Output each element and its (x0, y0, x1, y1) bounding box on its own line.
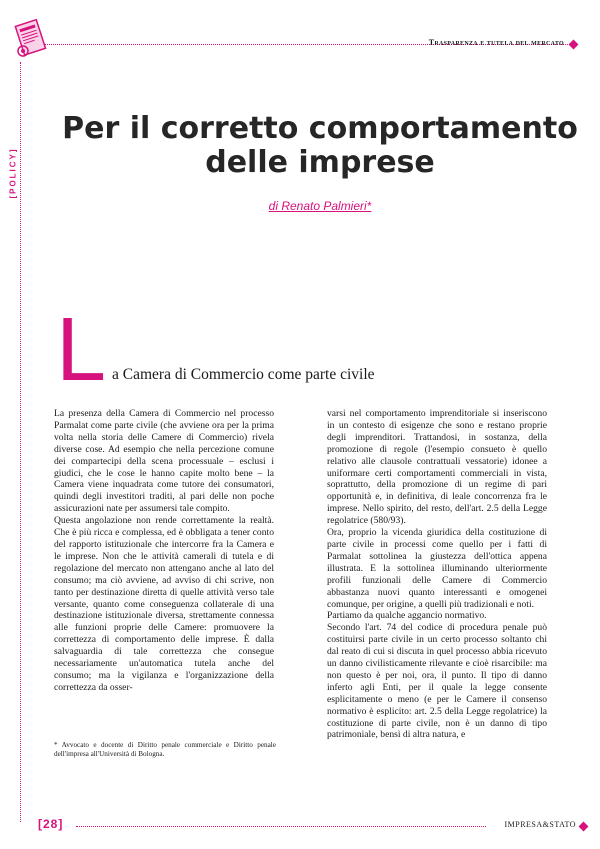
paragraph: Questa angolazione non rende correttamente la realtà. Che è più ricca e complessa, ed è obbligata a tener conto del rapporto istituzionale che intercorre fra la Camera e le imprese. Non che le attività camerali di tutela e di regolazione del mercato non attengano anche al lato del consumo; ma ciò avviene, ad avviso di chi scrive, non tanto per destinazione diretta di quelle attività verso tale versante, quanto come conseguenza collaterale di una destinazione istituzionale diversa, strettamente connessa alle funzioni proprie delle Camere: promuovere la correttezza di comportamento delle imprese. È dalla salvaguardia di tale correttezza che consegue necessariamente un'automatica tutela anche del consumo; ma la vigilanza e l'organizzazione della correttezza da osser- (54, 515, 274, 693)
article-title (40, 112, 600, 180)
paragraph: Secondo l'art. 74 del codice di procedura penale può costituirsi parte civile in un certo processo soltanto chi dal reato di cui si discuta in quel processo abbia ricevuto un danno civilisticamente rilevante e cioè risarcibile: ma non questo è per noi, ora, il punto. Il tipo di danno inferto agli Enti, per il quale la legge consente esplicitamente o meno (e per le Camere il consenso normativo è esplicito: art. 2.5 della Legge regolatrice) la costituzione di parte civile, non è un danno di tipo patrimoniale, bensì di altra natura, e (327, 622, 547, 741)
section-label: Trasparenza e tutela del mercato (428, 38, 564, 47)
footer-diamond-icon (579, 822, 589, 832)
side-rule (20, 62, 21, 822)
magazine-logo-icon (14, 18, 50, 60)
section-subtitle: a Camera di Commercio come parte civile (112, 366, 375, 383)
footer-rule (76, 826, 486, 827)
body-column-2 (327, 408, 547, 741)
drop-cap: L (56, 300, 107, 400)
header-diamond-icon (569, 40, 579, 50)
paragraph: La presenza della Camera di Commercio nel processo Parmalat come parte civile (che avviene ora per la prima volta nella storia delle Camere di Commercio) rivela diverse cose. Ad esempio che nella percezione comune dei compartecipi della scena processuale – esclusi i giudici, che le cose le hanno capite molto bene – la Camera viene inquadrata come tutore dei consumatori, quindi degli investitori traditi, al pari delle non poche assicurazioni nate per assumersi tale compito. (54, 408, 274, 515)
author-byline: di Renato Palmieri* (268, 199, 372, 213)
title-line-2: delle imprese (205, 145, 435, 180)
magazine-name: IMPRESA&STATO (504, 820, 576, 829)
paragraph: Ora, proprio la vicenda giuridica della costituzione di parte civile in processi come quello per i fatti di Parmalat sottolinea la giustezza dell'ottica appena illustrata. E la sottolinea illuminando ulteriormente profili funzionali delle Camere di Commercio abbastanza nuovi quanto interessanti e omogenei comunque, per origine, a quelli più tradizionali e noti. (327, 527, 547, 610)
title-line-1: Per il corretto comportamento (62, 111, 578, 146)
paragraph: varsi nel comportamento imprenditoriale si inseriscono in un contesto di esigenze che sono e restano proprie degli imprenditori. Trattandosi, in sostanza, della promozione di regole (l'esempio consueto è quello relativo alle clausole contrattuali vessatorie) idonee a uniformare certi comportamenti commerciali in vista, soprattutto, della promozione di un regime di pari opportunità e, in definitiva, di leale concorrenza fra le imprese. Nello spirito, del resto, dell'art. 2.5 della Legge regolatrice (580/93). (327, 408, 547, 527)
footnote: * Avvocato e docente di Diritto penale commerciale e Diritto penale dell'impresa all'Università di Bologna. (54, 741, 276, 758)
policy-tag (6, 140, 20, 206)
paragraph: Partiamo da qualche aggancio normativo. (327, 610, 487, 622)
policy-tag-text: [POLICY] (8, 147, 18, 199)
body-column-1 (54, 408, 274, 694)
page-number: [28] (38, 817, 64, 831)
